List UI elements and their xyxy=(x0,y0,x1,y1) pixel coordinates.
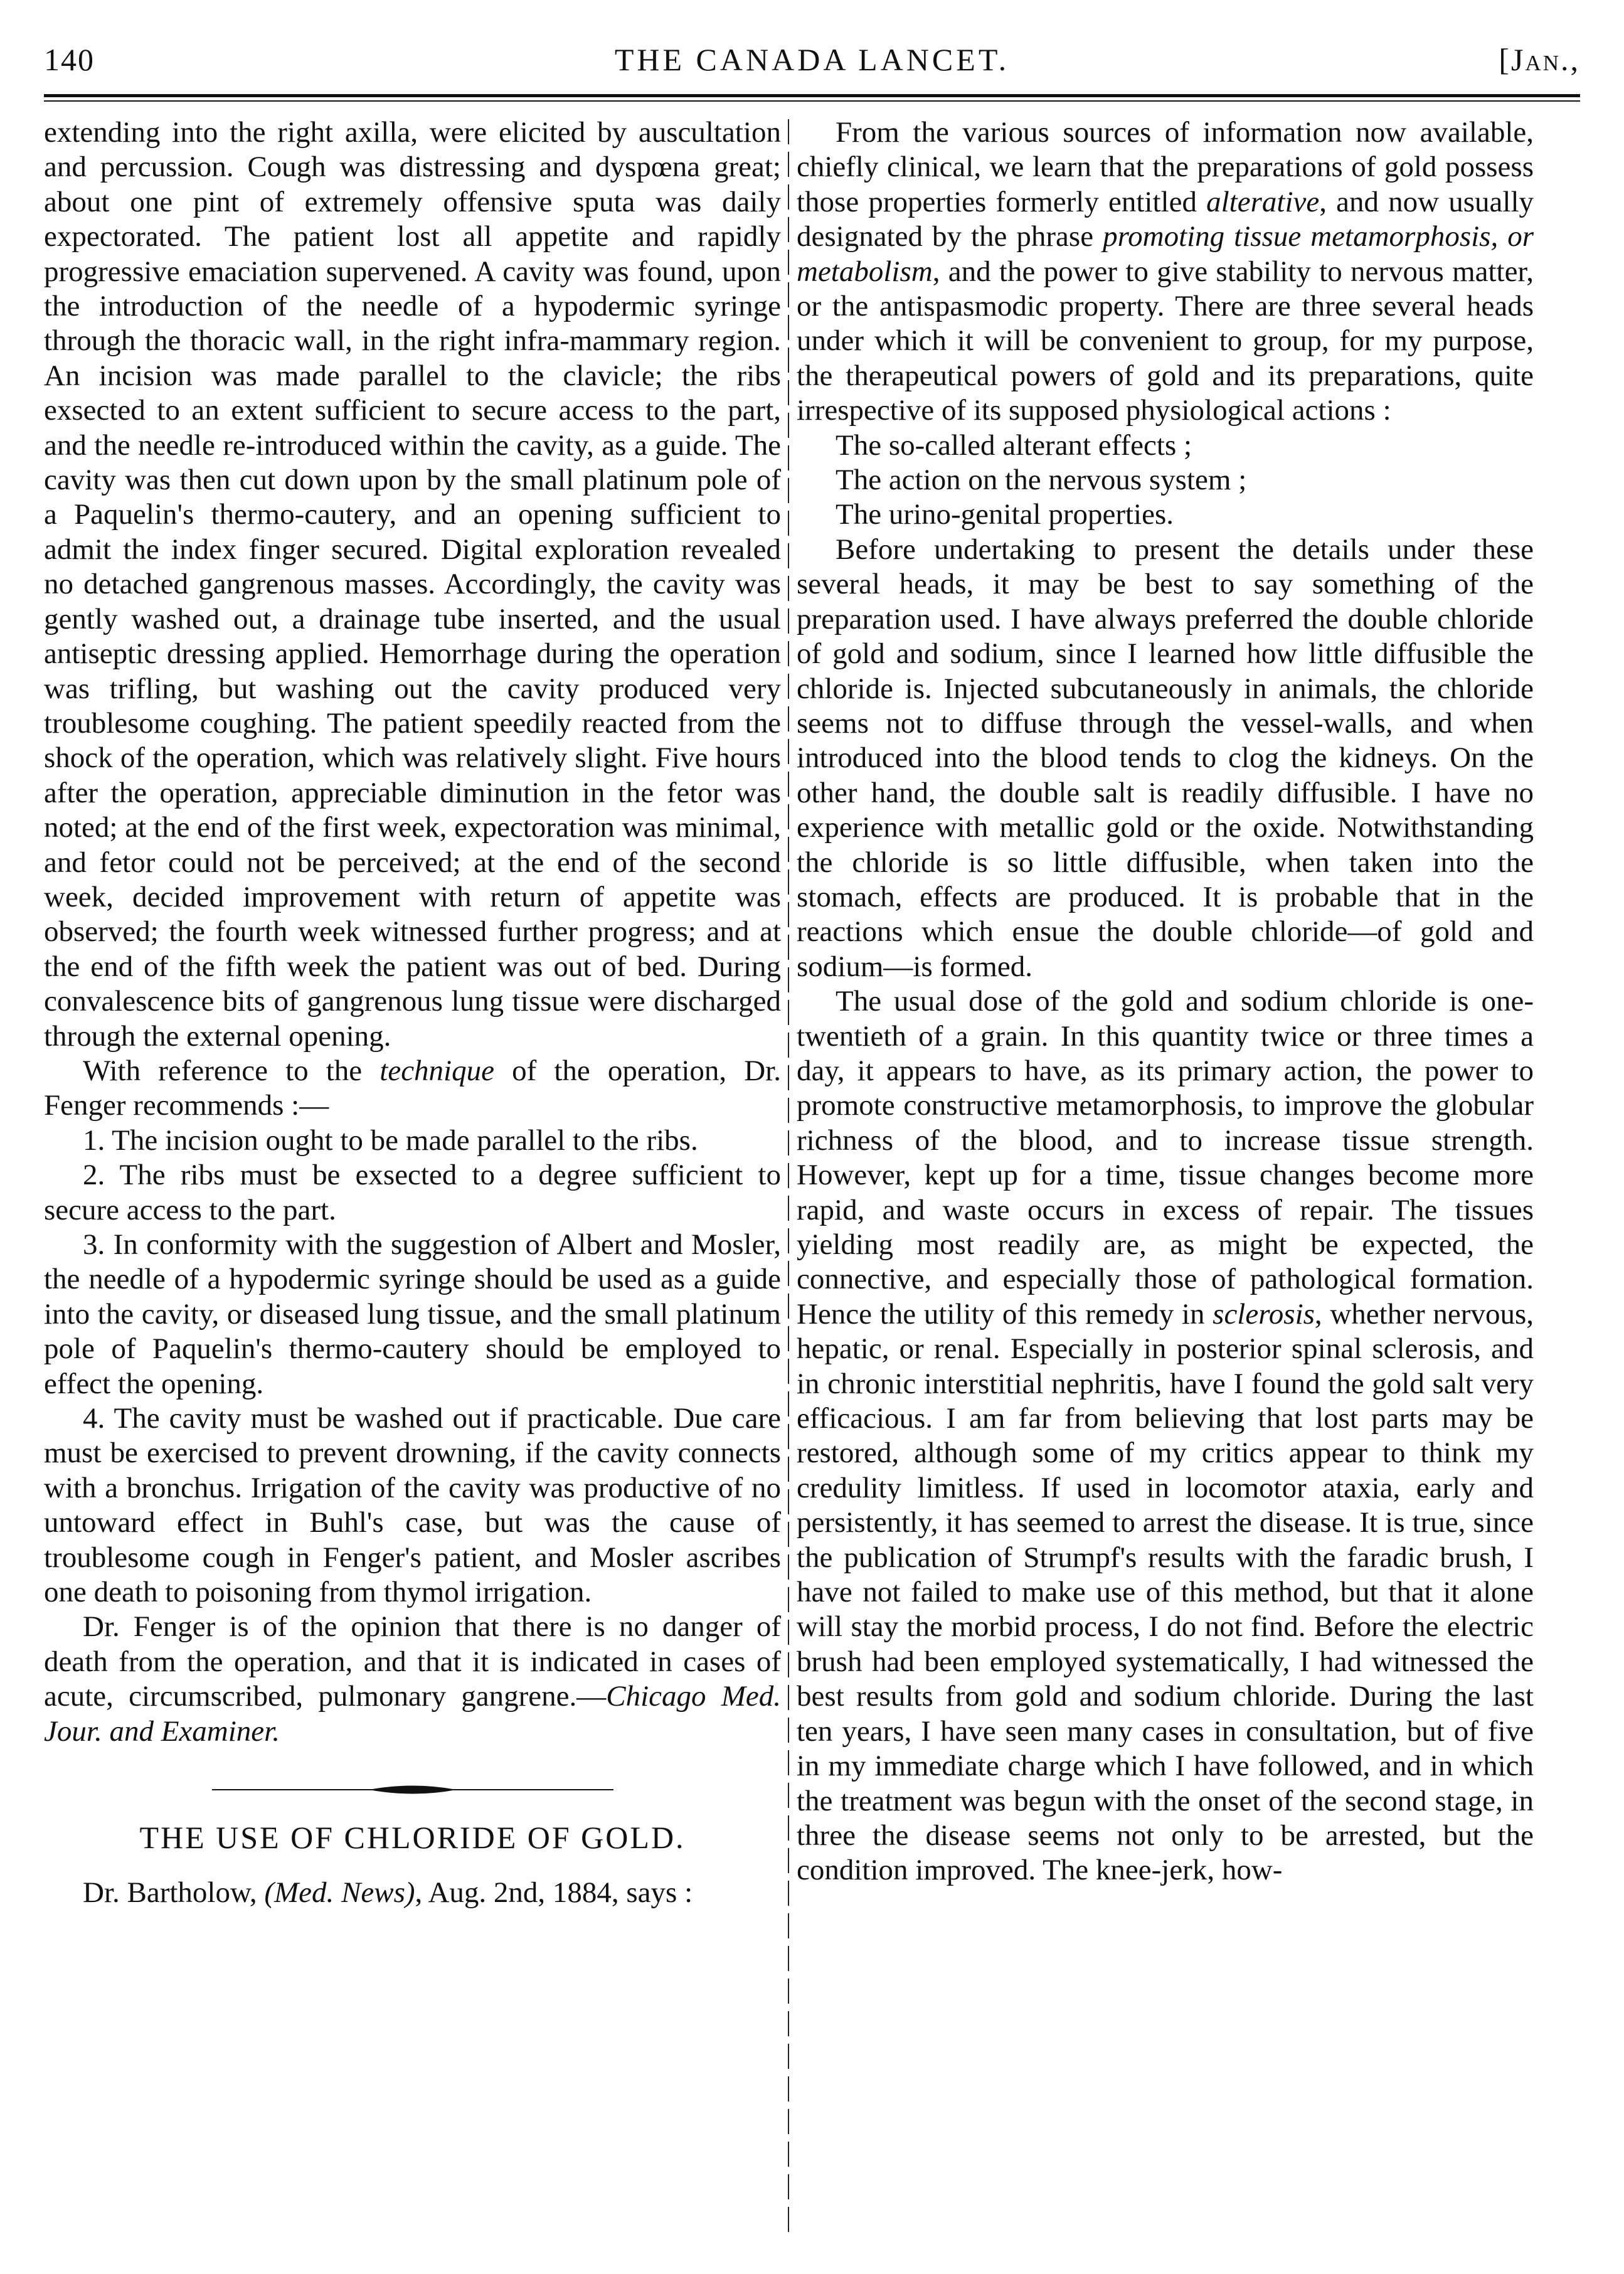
bartholow-intro-rest: , Aug. 2nd, 1884, says : xyxy=(415,1876,693,1909)
recommendation-4: 4. The cavity must be washed out if practicable. Due care must be exercised to prevent drowning, if the cavity connects with a bronchus. Irrigation of the cavity was productive of no untoward effect in Buhl's case, but was the cause of troublesome cough in Fenger's patient, and Mosler ascribes one death to poisoning from thymol irrigation. xyxy=(44,1402,781,1609)
case-continuation-paragraph: extending into the right axilla, were elicited by auscultation and percussion. Cough was distressing and dyspœna great; about one pint of extremely offensive sputa was daily expectorated. The patient lost all appetite and rapidly progressive emaciation supervened. A cavity was found, upon the introduction of the needle of a hypodermic syringe through the thoracic wall, in the right infra-mammary region. An incision was made parallel to the clavicle; the ribs exsected to an extent sufficient to secure access to the part, and the needle re-introduced within the cavity, as a guide. The cavity was then cut down upon by the small platinum pole of a Paquelin's thermo-cautery, and an opening sufficient to admit the index finger secured. Digital exploration revealed no detached gangrenous masses. Accordingly, the cavity was gently washed out, a drainage tube inserted, and the usual antiseptic dressing applied. Hemorrhage during the operation was trifling, but washing out the cavity produced very troublesome coughing. The patient speedily reacted from the shock of the operation, which was relatively slight. Five hours after the operation, appreciable diminution in the fetor was noted; at the end of the first week, expectoration was minimal, and fetor could not be perceived; at the end of the second week, decided improvement with return of appetite was observed; the fourth week witnessed further progress; and at the end of the fifth week the patient was out of bed. During convalescence bits of gangrenous lung tissue were discharged through the external opening. xyxy=(44,116,781,1053)
technique-term: technique xyxy=(379,1054,494,1087)
dose-paragraph xyxy=(797,984,1534,1888)
technique-intro-rest: of the operation, Dr. Fenger recommends :— xyxy=(44,1054,781,1122)
heads-list-item-2: The action on the nervous system ; xyxy=(836,464,1247,497)
dose-text-rest: , whether nervous, hepatic, or renal. Especially in posterior spinal sclerosis, and in chronic interstitial nephritis, have I found the gold salt very efficacious. I am far from believing that lost parts may be restored, although some of my critics appear to think my credulity limitless. If used in locomotor ataxia, early and persistently, it has seemed to arrest the disease. It is true, since the publication of Strumpf's results with the faradic brush, I have not failed to make use of this method, but that it alone will stay the morbid process, I do not find. Before the electric brush had been employed systematically, I had witnessed the best results from gold and sodium chloride. During the last ten years, I have seen many cases in consultation, but of five in my immediate charge which I have followed, and in which the treatment was begun with the onset of the second stage, in three the disease seems not only to be arrested, but the condition improved. The knee-jerk, how- xyxy=(797,1297,1534,1887)
fenger-opinion-paragraph xyxy=(44,1610,781,1749)
recommendation-1: 1. The incision ought to be made parallel to the ribs. xyxy=(83,1124,698,1157)
left-column xyxy=(44,115,781,1910)
dose-text: The usual dose of the gold and sodium chloride is one-twentieth of a grain. In this quantity twice or three times a day, it appears to have, as its primary action, the power to promote constructive metamorphosis, to improve the globular richness of the blood, and to increase tissue strength. However, kept up for a time, tissue changes become more rapid, and waste occurs in excess of repair. The tissues yielding most readily are, as might be expected, the connective, and especially those of pathological formation. Hence the utility of this remedy in xyxy=(797,985,1534,1331)
term-alterative: alterative xyxy=(1206,185,1320,218)
technique-intro-paragraph xyxy=(44,1054,781,1124)
recommendation-3: 3. In conformity with the suggestion of Albert and Mosler, the needle of a hypodermic syringe should be used as a guide into the cavity, or diseased lung tissue, and the small platinum pole of Paquelin's thermo-cautery should be employed to effect the opening. xyxy=(44,1228,781,1400)
technique-intro-text: With reference to the xyxy=(83,1054,380,1087)
page-header xyxy=(44,36,1580,87)
gold-properties-text: From the various sources of information now available, chiefly clinical, we learn that the preparations of gold possess those properties formerly entitled xyxy=(797,116,1534,218)
preparation-paragraph: Before undertaking to present the details under these several heads, it may be best to say something of the preparation used. I have always preferred the double chloride of gold and sodium, since I learned how little diffusible the chloride is. Injected subcutaneously in animals, the chloride seems not to diffuse through the vessel-walls, and when introduced into the blood tends to clog the kidneys. On the other hand, the double salt is readily diffusible. I have no experience with metallic gold or the oxide. Notwithstanding the chloride is so little diffusible, when taken into the stomach, effects are produced. It is probable that in the reactions which ensue the double chloride—of gold and sodium—is formed. xyxy=(797,533,1534,983)
column-divider xyxy=(788,119,789,2239)
bartholow-intro-text: Dr. Bartholow, xyxy=(83,1876,265,1909)
heads-list-item-1: The so-called alterant effects ; xyxy=(836,428,1192,462)
page-number: 140 xyxy=(44,42,95,77)
recommendation-2: 2. The ribs must be exsected to a degree sufficient to secure access to the part. xyxy=(44,1159,781,1226)
source-citation: Chicago Med. Jour. and Examiner. xyxy=(44,1680,781,1748)
header-rule-thick xyxy=(44,94,1580,97)
section-heading: THE USE OF CHLORIDE OF GOLD. xyxy=(139,1820,686,1856)
gold-properties-paragraph xyxy=(797,115,1534,428)
term-metabolism: promoting tissue metamorphosis, or metabolism xyxy=(797,220,1534,288)
med-news-citation: (Med. News) xyxy=(264,1876,415,1909)
bartholow-intro-paragraph xyxy=(44,1876,781,1910)
journal-title: THE CANADA LANCET. xyxy=(614,42,1010,77)
gold-properties-rest: , and the power to give stability to nervous matter, or the antispasmodic property. There are three several heads under which it will be convenient to group, for my purpose, the therapeutical powers of gold and its preparations, quite irrespective of its supposed physiological actions : xyxy=(797,255,1534,427)
issue-month: [Jan., xyxy=(1499,42,1580,77)
heads-list-item-3: The urino-genital properties. xyxy=(836,498,1174,531)
fenger-opinion-text: Dr. Fenger is of the opinion that there is no danger of death from the operation, and that it is indicated in cases of acute, circumscribed, pulmonary gangrene.— xyxy=(44,1610,781,1713)
gold-properties-mid: , and now usually designated by the phrase xyxy=(797,185,1534,253)
term-sclerosis: sclerosis xyxy=(1213,1297,1315,1331)
section-separator-ornament xyxy=(212,1783,613,1797)
header-rule-thin xyxy=(44,100,1580,102)
right-column xyxy=(797,115,1534,1888)
